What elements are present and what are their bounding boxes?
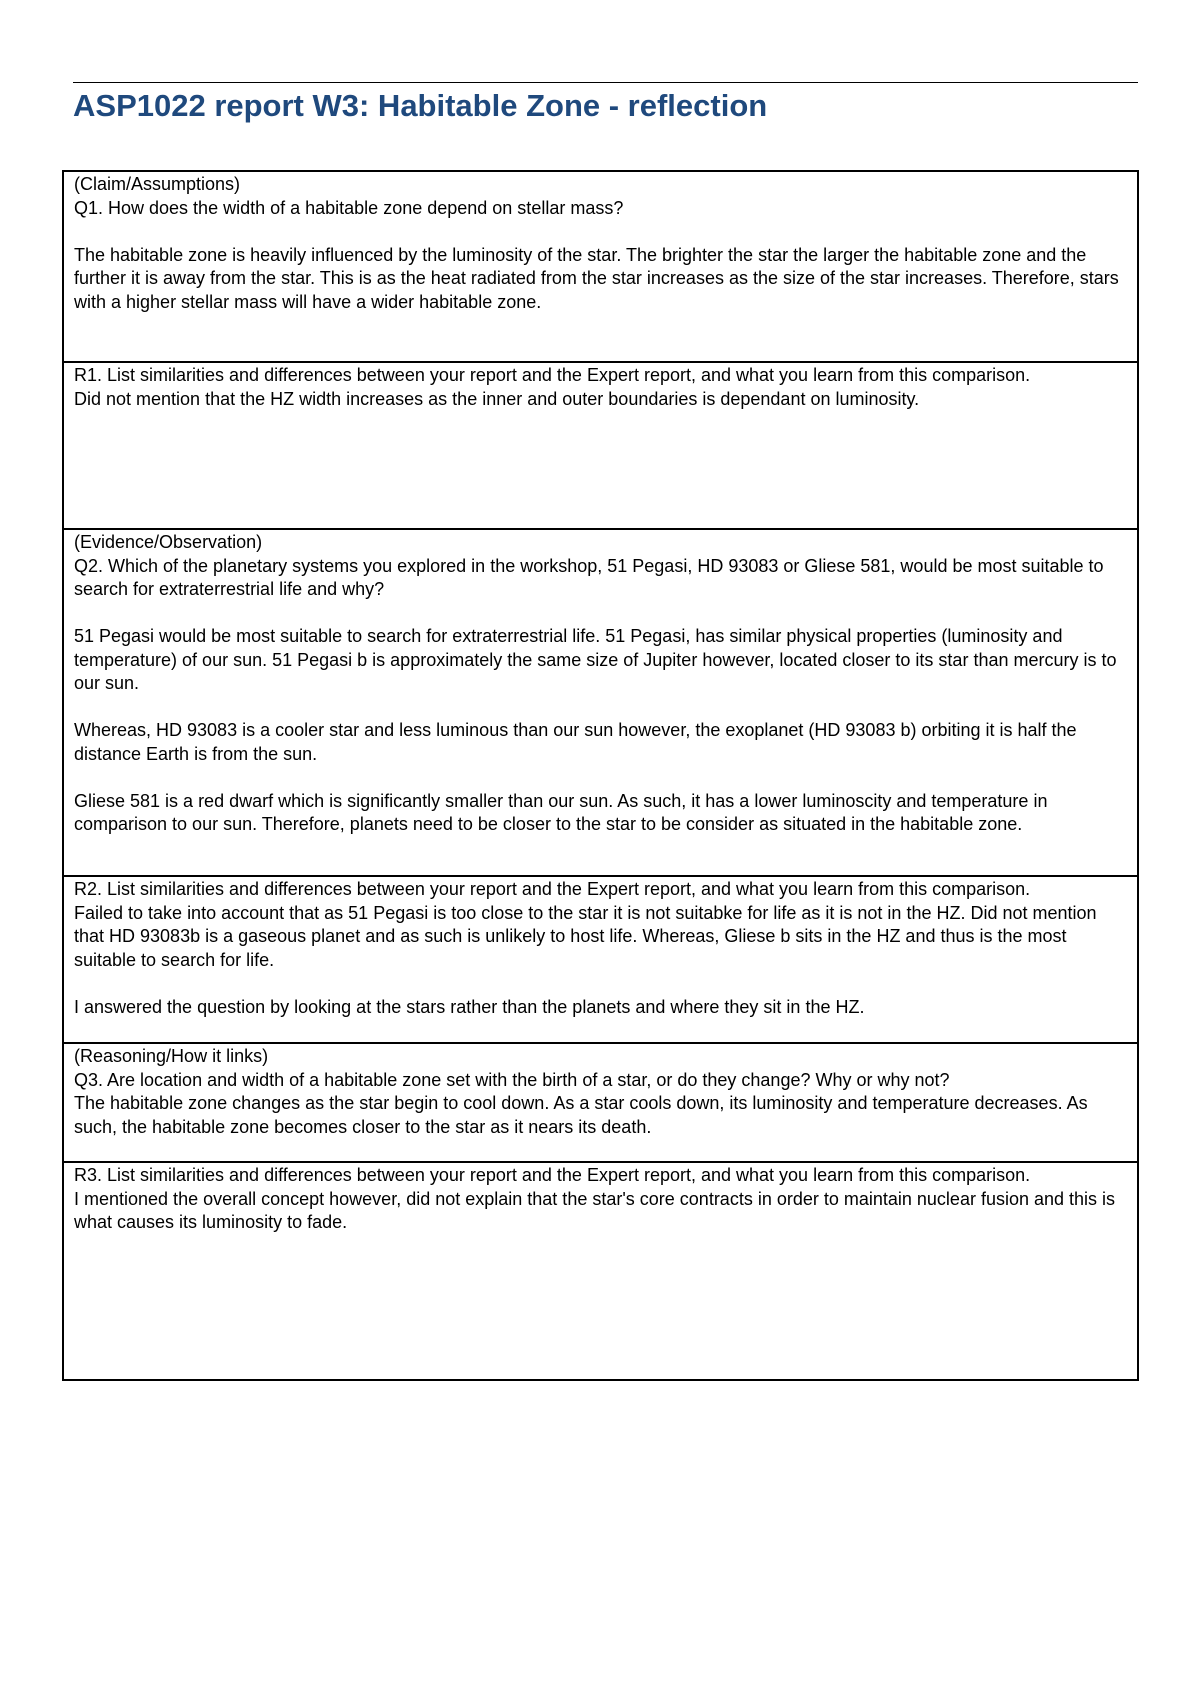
section-r3 [63, 1162, 1138, 1380]
q2-question: Q2. Which of the planetary systems you explored in the workshop, 51 Pegasi, HD 93083 or Gliese 581, would be most suitable to search for extraterrestrial life and why? [74, 555, 1104, 599]
r2-answer-p1: Failed to take into account that as 51 Pegasi is too close to the star it is not suitabke for life as it is not in the HZ. Did not mention that HD 93083b is a gaseous planet and as such is unlikely to host life. Whereas, Gliese b sits in the HZ and thus is the most suitable to search for life. [74, 902, 1097, 970]
q3-answer: The habitable zone changes as the star begin to cool down. As a star cools down, its luminosity and temperature decreases. As such, the habitable zone becomes closer to the star as it nears its death. [74, 1093, 1088, 1137]
r2-answer-p2: I answered the question by looking at the stars rather than the planets and where they sit in the HZ. [74, 996, 865, 1017]
q1-answer: The habitable zone is heavily influenced by the luminosity of the star. The brighter the star the larger the habitable zone and the further it is away from the star. This is as the heat radiated from the star increases as the size of the star increases. Therefore, stars with a higher stellar mass will have a wider habitable zone. [74, 244, 1119, 312]
spacer [74, 602, 1127, 626]
spacer [74, 972, 1127, 996]
r1-prompt: R1. List similarities and differences between your report and the Expert report, and what you learn from this comparison. [74, 365, 1031, 385]
page-title: ASP1022 report W3: Habitable Zone - reflection [73, 88, 768, 123]
cell-r2 [63, 876, 1138, 1043]
cell-q3 [63, 1043, 1138, 1162]
q2-answer-p3: Gliese 581 is a red dwarf which is significantly smaller than our sun. As such, it has a lower luminoscity and temperature in comparison to our sun. Therefore, planets need to be closer to the star to be consider as situated in the habitable zone. [74, 790, 1048, 834]
section-q3 [63, 1043, 1138, 1162]
q2-answer-p1: 51 Pegasi would be most suitable to search for extraterrestrial life. 51 Pegasi, has similar physical properties (luminosity and temperature) of our sun. 51 Pegasi b is approximately the same size of Jupiter however, located closer to its star than mercury is to our sun. [74, 626, 1117, 693]
cell-r1 [63, 362, 1138, 529]
q2-answer-p2: Whereas, HD 93083 is a cooler star and less luminous than our sun however, the exoplanet (HD 93083 b) orbiting it is half the distance Earth is from the sun. [74, 720, 1077, 764]
cell-q1 [63, 171, 1138, 362]
section-r1 [63, 362, 1138, 529]
cell-q2 [63, 529, 1138, 876]
section-r2 [63, 876, 1138, 1043]
reflection-table [62, 170, 1139, 1381]
q1-category: (Claim/Assumptions) [74, 174, 241, 194]
spacer [74, 696, 1127, 720]
r1-answer: Did not mention that the HZ width increases as the inner and outer boundaries is dependant on luminosity. [74, 388, 920, 409]
section-q1 [63, 171, 1138, 362]
r3-prompt: R3. List similarities and differences between your report and the Expert report, and what you learn from this comparison. [74, 1165, 1031, 1185]
cell-r3 [63, 1162, 1138, 1380]
spacer [74, 220, 1127, 244]
q1-question: Q1. How does the width of a habitable zone depend on stellar mass? [74, 197, 624, 218]
q2-category: (Evidence/Observation) [74, 532, 263, 552]
header-rule [73, 82, 1138, 83]
section-q2 [63, 529, 1138, 876]
q3-category: (Reasoning/How it links) [74, 1046, 269, 1066]
r3-answer: I mentioned the overall concept however, did not explain that the star's core contracts in order to maintain nuclear fusion and this is what causes its luminosity to fade. [74, 1188, 1116, 1232]
spacer [74, 766, 1127, 790]
q3-question: Q3. Are location and width of a habitable zone set with the birth of a star, or do they change? Why or why not? [74, 1069, 950, 1090]
r2-prompt: R2. List similarities and differences between your report and the Expert report, and what you learn from this comparison. [74, 879, 1031, 899]
